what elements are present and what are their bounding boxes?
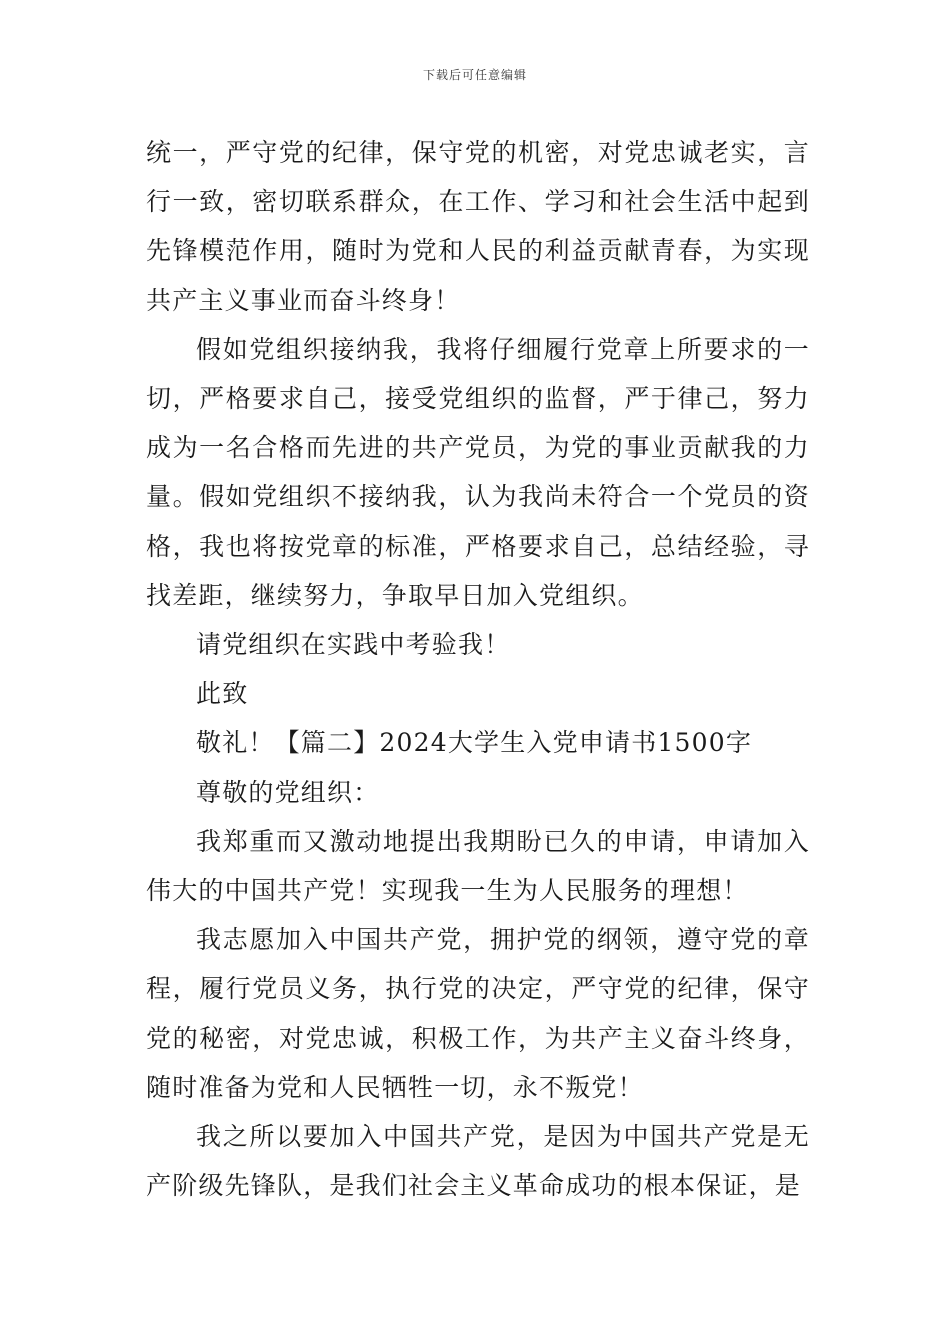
document-body [146,128,810,1210]
greeting: 尊敬的党组织： [196,777,380,807]
paragraph: 假如党组织接纳我，我将仔细履行党章上所要求的一切，严格要求自己，接受党组织的监督，严于律己，努力成为一名合格而先进的共产党员，为党的事业贡献我的力量。假如党组织不接纳我，认为我尚未符合一个党员的资格，我也将按党章的标准，严格要求自己，总结经验，寻找差距，继续努力，争取早日加入党组织。 [146,334,810,610]
paragraph: 我之所以要加入中国共产党，是因为中国共产党是无产阶级先锋队，是我们社会主义革命成功的根本保证，是 [146,1122,810,1201]
paragraph: 我志愿加入中国共产党，拥护党的纲领，遵守党的章程，履行党员义务，执行党的决定，严守党的纪律，保守党的秘密，对党忠诚，积极工作，为共产主义奋斗终身，随时准备为党和人民牺牲一切，永不叛党！ [146,925,810,1102]
paragraph-continuation: 统一，严守党的纪律，保守党的机密，对党忠诚老实，言行一致，密切联系群众，在工作、学习和社会生活中起到先锋模范作用，随时为党和人民的利益贡献青春，为实现共产主义事业而奋斗终身！ [146,138,810,315]
closing-salutation: 此致 [196,679,249,709]
paragraph: 请党组织在实践中考验我！ [196,630,511,660]
page-header-note: 下载后可任意编辑 [422,68,527,82]
closing-and-section-title: 敬礼！【篇二】2024大学生入党申请书1500字 [196,728,753,758]
paragraph: 我郑重而又激动地提出我期盼已久的申请，申请加入伟大的中国共产党！实现我一生为人民服务的理想！ [146,826,810,906]
